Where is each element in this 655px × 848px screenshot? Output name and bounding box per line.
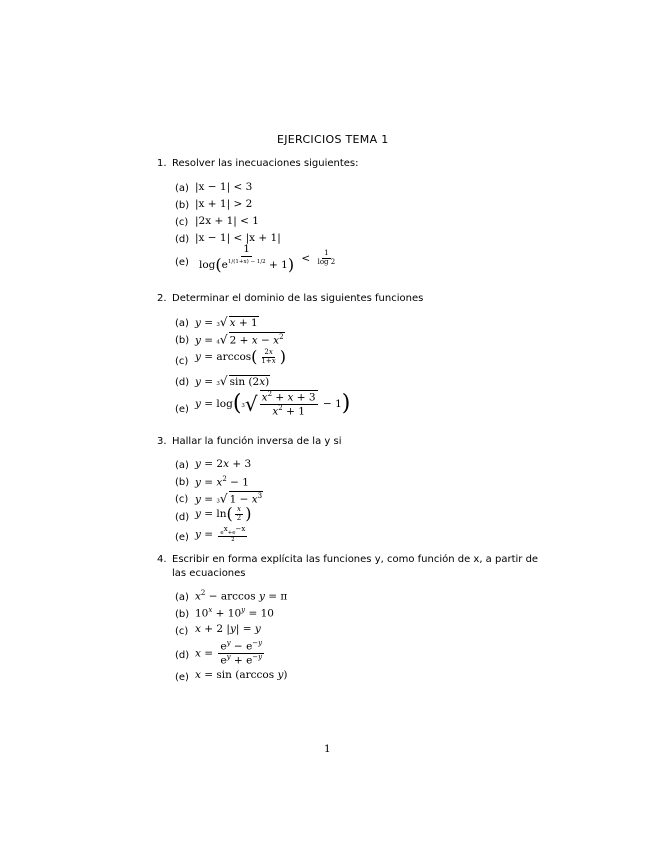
item-label: (d) [175, 377, 190, 388]
section-2-heading: Determinar el dominio de las siguientes funciones [172, 293, 424, 304]
item-label: (e) [175, 672, 189, 683]
math-expression-2a: y = 3√ x + 1 [195, 315, 258, 329]
math-expression: |x + 1| > 2 [195, 198, 253, 210]
section-2-number: 2. [157, 293, 167, 304]
math-expression-4c: x + 2 |y| = y [195, 623, 261, 635]
item-label: (b) [175, 477, 190, 488]
page-title: EJERCICIOS TEMA 1 [277, 133, 389, 146]
math-expression-1e: $\frac{1}{\log(e^{1/(1+x) - 1/2} + 1)}$ < $\frac{1}{\log 2}$ [199, 243, 336, 274]
math-expression-4d: x = $\frac{e^y - e^{-y}}{e^y + e^{-y}}$ [195, 639, 263, 667]
math-expression-3a: y = 2x + 3 [195, 458, 252, 470]
math-expression: |x − 1| < 3 [195, 181, 253, 193]
math-expression-2c: y = arccos( $\frac{2x}{1+x}$ ) [195, 347, 286, 367]
math-expression-3d: y = ln( $\frac{x}{2}$ ) [195, 504, 252, 524]
item-label: (a) [175, 183, 189, 194]
item-label: (c) [175, 356, 189, 367]
math-expression-4a: $x^2 - \arccos y = \pi$ [195, 589, 288, 603]
section-1-heading: Resolver las inecuaciones siguientes: [172, 158, 359, 169]
math-expression-3b: $y = x^2 - 1$ [195, 475, 249, 489]
math-expression: |x − 1| < |x + 1| [195, 232, 281, 244]
item-label: (a) [175, 460, 189, 471]
item-label: (e) [175, 404, 189, 415]
math-expression-3c: y = 3√ $1 - x^3$ [195, 491, 263, 506]
item-label: (c) [175, 626, 189, 637]
math-expression-2d: y = 3√ sin (2x) [195, 374, 270, 388]
item-label: (d) [175, 234, 190, 245]
item-label: (a) [175, 318, 189, 329]
item-label: (c) [175, 217, 189, 228]
item-label: (b) [175, 335, 190, 346]
math-expression-4b: $10^x + 10^y = 10$ [195, 606, 274, 620]
section-4-heading-cont: las ecuaciones [172, 568, 246, 579]
item-label: (b) [175, 609, 190, 620]
math-expression-2b: y = 4√ $2 + x - x^2$ [195, 332, 284, 347]
math-expression-4e: x = sin (arccos y) [195, 669, 288, 681]
math-expression-2e: y = log(3√ $\frac{x^2 + x + 3}{x^2 + 1}$ − 1) [195, 390, 351, 418]
section-3-number: 3. [157, 436, 167, 447]
item-label: (d) [175, 512, 190, 523]
section-4-number: 4. [157, 554, 167, 565]
item-label: (e) [175, 532, 189, 543]
item-label: (d) [175, 650, 190, 661]
item-label: (a) [175, 592, 189, 603]
section-3-heading: Hallar la función inversa de la y si [172, 436, 342, 447]
item-label: (b) [175, 200, 190, 211]
section-4-heading: Escribir en forma explícita las funciones y, como función de x, a partir de [172, 554, 539, 565]
section-1-number: 1. [157, 158, 167, 169]
math-expression-3e: y = $\frac{e^x+e^{-x}}{2}$ [195, 525, 246, 543]
math-expression: |2x + 1| < 1 [195, 215, 259, 227]
item-label: (e) [175, 257, 189, 268]
page-number: 1 [324, 743, 331, 755]
item-label: (c) [175, 494, 189, 505]
